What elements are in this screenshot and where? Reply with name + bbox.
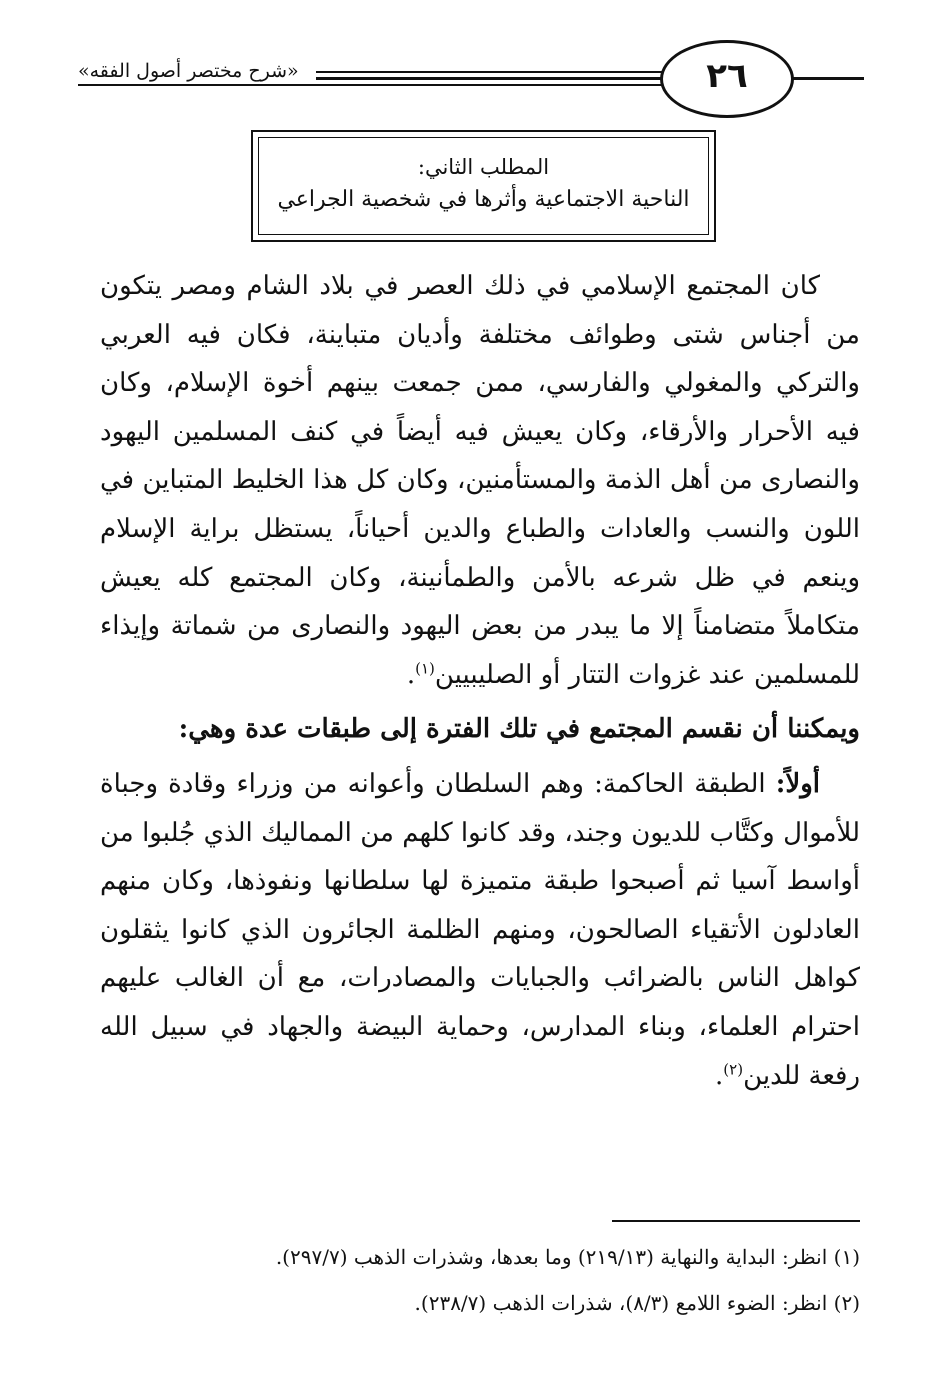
first-class-lead: أولاً:	[775, 768, 820, 799]
section-heading-box	[251, 130, 716, 242]
main-text	[100, 262, 860, 1100]
footnote-separator	[612, 1220, 860, 1222]
intro-paragraph-text: كان المجتمع الإسلامي في ذلك العصر في بلاد الشام ومصر يتكون من أجناس شتى وطوائف مختلفة وأديان متباينة، فكان فيه العربي والتركي والمغولي والفارسي، ممن جمعت بينهم أخوة الإسلام، وكان فيه الأحرار والأرقاء، وكان يعيش فيه أيضاً في كنف المسلمين اليهود والنصارى من أهل الذمة والمستأمنين، وكان كل هذا الخليط المتباين في اللون والنسب والعادات والطباع والدين أحياناً، يستظل براية الإسلام وينعم في ظل شرعه بالأمن والطمأنينة، وكان المجتمع كله يعيش متكاملاً متضامناً إلا ما يبدر من بعض اليهود والنصارى من شماتة وإيذاء للمسلمين عند غزوات التتار أو الصليبيين	[100, 271, 860, 690]
classes-heading: ويمكننا أن نقسم المجتمع في تلك الفترة إلى طبقات عدة وهي:	[178, 714, 860, 745]
first-class-end: .	[715, 1060, 724, 1091]
page-header	[78, 38, 864, 118]
first-class-text: الطبقة الحاكمة: وهم السلطان وأعوانه من وزراء وقادة وجباة للأموال وكتَّاب للديون وجند، وقد كانوا كلهم من المماليك الذي جُلبوا من أواسط آسيا ثم أصبحوا طبقة متميزة لها سلطانها ونفوذها، وكان منهم العادلون الأتقياء الصالحون، ومنهم الظلمة الجائرون الذي كانوا يثقلون كواهل الناس بالضرائب والجبايات والمصادرات، مع أن الغالب عليهم احترام العلماء، وبناء المدارس، وحماية البيضة والجهاد في سبيل الله رفعة للدين	[100, 768, 860, 1091]
header-rule	[78, 84, 674, 86]
section-title: الناحية الاجتماعية وأثرها في شخصية الجراعي	[277, 187, 690, 212]
section-label: المطلب الثاني:	[417, 155, 550, 179]
footnote-1: (١) انظر: البداية والنهاية (٢١٩/١٣) وما بعدها، وشذرات الذهب (٢٩٧/٧).	[275, 1245, 860, 1269]
footnote-ref-1[interactable]: (١)	[415, 659, 435, 678]
intro-paragraph-end: .	[406, 659, 416, 690]
footnote-ref-2[interactable]: (٢)	[723, 1059, 744, 1078]
intro-paragraph	[100, 262, 860, 699]
first-class-paragraph	[100, 760, 860, 1100]
running-title: «شرح مختصر أصول الفقه»	[78, 60, 316, 82]
footnotes	[100, 1234, 860, 1326]
section-heading-inner	[258, 137, 709, 235]
page-number: ٢٦	[660, 40, 794, 118]
footnote-2: (٢) انظر: الضوء اللامع (٨/٣)، شذرات الذهب (٢٣٨/٧).	[414, 1291, 860, 1315]
